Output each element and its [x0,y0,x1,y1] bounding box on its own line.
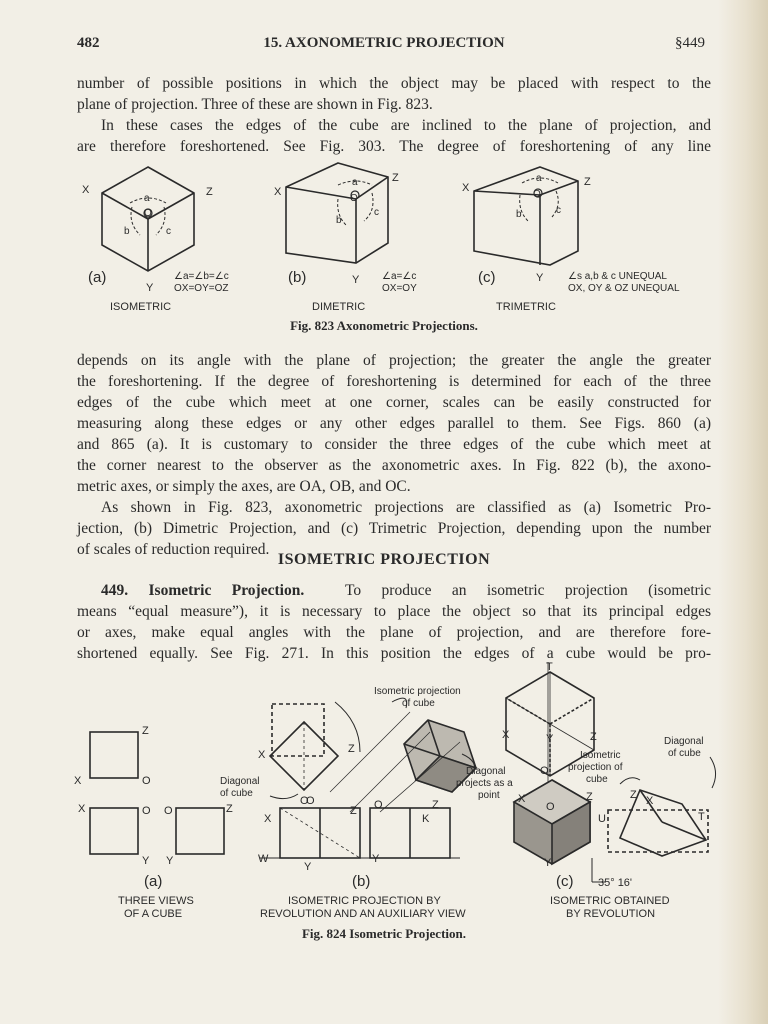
callout-text: projects as a [456,778,513,789]
caption-line: REVOLUTION AND AN AUXILIARY VIEW [260,908,466,920]
callout-text: point [478,790,500,801]
axis-label: O [546,801,555,813]
numbered-heading: 449. Isometric Projection. [101,582,305,599]
isometric-cube [102,167,194,271]
angle-label: c [374,207,379,218]
axis-label: X [258,749,266,761]
condition: ∠s a,b & c UNEQUAL [568,271,667,282]
axis-label: Y [146,282,154,294]
running-title: 15. AXONOMETRIC PROJECTION [263,35,505,51]
figure-letter: (b) [288,269,307,286]
figure-letter: (b) [352,873,371,890]
origin-label: O [144,208,152,219]
text-line: are therefore foreshortened. See Fig. 303. The degree of foreshortening of any line [77,138,711,155]
axis-label: X [78,803,86,815]
callout-text: of cube [668,748,701,759]
figure-824 [60,662,720,922]
callout-text: of cube [402,698,435,709]
text-line: metric axes, or simply the axes, are OA, OB, and OC. [77,478,411,495]
axis-label: T [698,811,705,823]
axis-label: Y [372,853,380,865]
callout-text: Isometric projection [374,686,461,697]
axis-label: X [518,793,526,805]
text-line: As shown in Fig. 823, axonometric projections are classified as (a) Isometric Pro- [101,499,711,516]
condition: OX, OY & OZ UNEQUAL [568,283,680,294]
axis-label: Y [544,857,552,869]
paragraph-intro [77,73,711,157]
page-number: 482 [77,35,100,51]
callout-text: Diagonal [220,776,260,787]
angle-label: c [556,205,561,216]
axis-label: X [82,184,90,196]
angle-label: c [166,226,171,237]
axis-label: X [646,795,654,807]
axis-label: Z [432,799,439,811]
text-line: the foreshortening. If the degree of foreshortening is determined for each of the three [77,373,711,390]
caption-line: ISOMETRIC OBTAINED [550,895,670,907]
projection-name: DIMETRIC [312,301,366,313]
text-line: edges of the cube which meet at one corner, scales can be easily constructed for [77,394,711,411]
text-run: To produce an isometric projection (isometric [345,582,712,599]
axis-label: X [264,813,272,825]
axis-label: O [300,795,309,807]
condition: ∠a=∠b=∠c [174,271,229,282]
caption-line: BY REVOLUTION [566,908,656,920]
axis-label: T [546,662,553,673]
text-line: means “equal measure”), it is necessary to place the object so that its principal edges [77,603,711,620]
paragraph-foreshortening [77,350,711,560]
axis-label: X [274,186,282,198]
three-views [90,732,224,854]
angle-label: a [144,193,150,204]
axis-label: Z [586,791,593,803]
axis-label: Y [166,855,174,867]
condition: OX=OY [382,283,417,294]
origin-label: O [533,189,541,200]
callout-text: Isometric [580,750,621,761]
callout-text: projection of [568,762,623,773]
text-line [77,580,711,601]
angle-label: b [124,226,130,237]
text-line: In these cases the edges of the cube are inclined to the plane of projection, and [101,117,711,134]
axis-label: Y [546,733,554,745]
text-line: or axes, make equal angles with the plane of projection, and are therefore fore- [77,624,711,641]
condition: ∠a=∠c [382,271,417,282]
figure-823 [70,155,720,320]
callout-text: cube [586,774,608,785]
paragraph-isometric [77,580,711,664]
figure-caption: Fig. 824 Isometric Projection. [301,926,467,941]
text-line: number of possible positions in which the object may be placed with respect to the [77,75,711,92]
text-line: shortened equally. See Fig. 271. In this position the edges of a cube would be pro- [77,645,711,662]
figure-letter: (a) [88,269,107,286]
axis-label: X [502,729,510,741]
axis-label: Y [352,274,360,286]
projection-name: TRIMETRIC [496,301,556,313]
condition: OX=OY=OZ [174,283,229,294]
callout-text: Diagonal [664,736,704,747]
axis-label: Y [536,272,544,284]
axis-label: Z [350,805,357,817]
axis-label: X [462,182,470,194]
callout-text: of cube [220,788,253,799]
axis-label: U [598,813,606,825]
text-line: depends on its angle with the plane of projection; the greater the angle the greater [77,352,711,369]
figure-letter: (c) [478,269,496,286]
angle-label: a [536,173,542,184]
angle-label: a [352,177,358,188]
axis-label: Z [348,743,355,755]
axis-label: Z [142,725,149,737]
section-heading: ISOMETRIC PROJECTION [277,551,491,568]
angle-label: b [336,215,342,226]
text-line: measuring along these edges or any other edges parallel to them. See Figs. 860 (a) [77,415,711,432]
caption-line: ISOMETRIC PROJECTION BY [288,895,441,907]
axis-label: Z [206,186,213,198]
axis-label: O [142,775,151,787]
axis-label: O [164,805,173,817]
figure-caption: Fig. 823 Axonometric Projections. [290,318,478,333]
section-ref: §449 [675,35,705,51]
text-line: the corner nearest to the observer as the axonometric axes. In Fig. 822 (b), the axono- [77,457,711,474]
angle-annotation: 35° 16' [598,877,633,889]
text-line: jection, (b) Dimetric Projection, and (c) Trimetric Projection, depending upon the number [77,520,711,537]
caption-line: OF A CUBE [124,908,183,920]
origin-label: O [350,193,358,204]
axis-label: Z [590,731,597,743]
axis-label: O [374,799,383,811]
revolution-projection [260,698,476,858]
axis-label: W [258,853,269,865]
axis-label: Z [630,789,637,801]
axis-label: Y [304,861,312,873]
axis-label: K [422,813,430,825]
axis-label: X [74,775,82,787]
axis-label: Y [142,855,150,867]
text-line: and 865 (a). It is customary to consider the three edges of the cube which meet at [77,436,711,453]
text-line: of scales of reduction required. [77,541,270,558]
axis-label: Z [392,172,399,184]
axis-label: Z [584,176,591,188]
dimetric-cube [286,163,388,263]
angle-label: b [516,209,522,220]
figure-letter: (a) [144,873,163,890]
caption-line: THREE VIEWS [118,895,194,907]
page-edge-shadow [718,0,768,1024]
trimetric-cube [474,167,578,265]
axis-label: O [142,805,151,817]
text-line: plane of projection. Three of these are shown in Fig. 823. [77,96,433,113]
axis-label: Z [226,803,233,815]
callout-text: Diagonal [466,766,506,777]
axis-label: O [540,765,549,777]
projection-name: ISOMETRIC [110,301,172,313]
figure-letter: (c) [556,873,574,890]
axis-label: O [306,795,315,807]
